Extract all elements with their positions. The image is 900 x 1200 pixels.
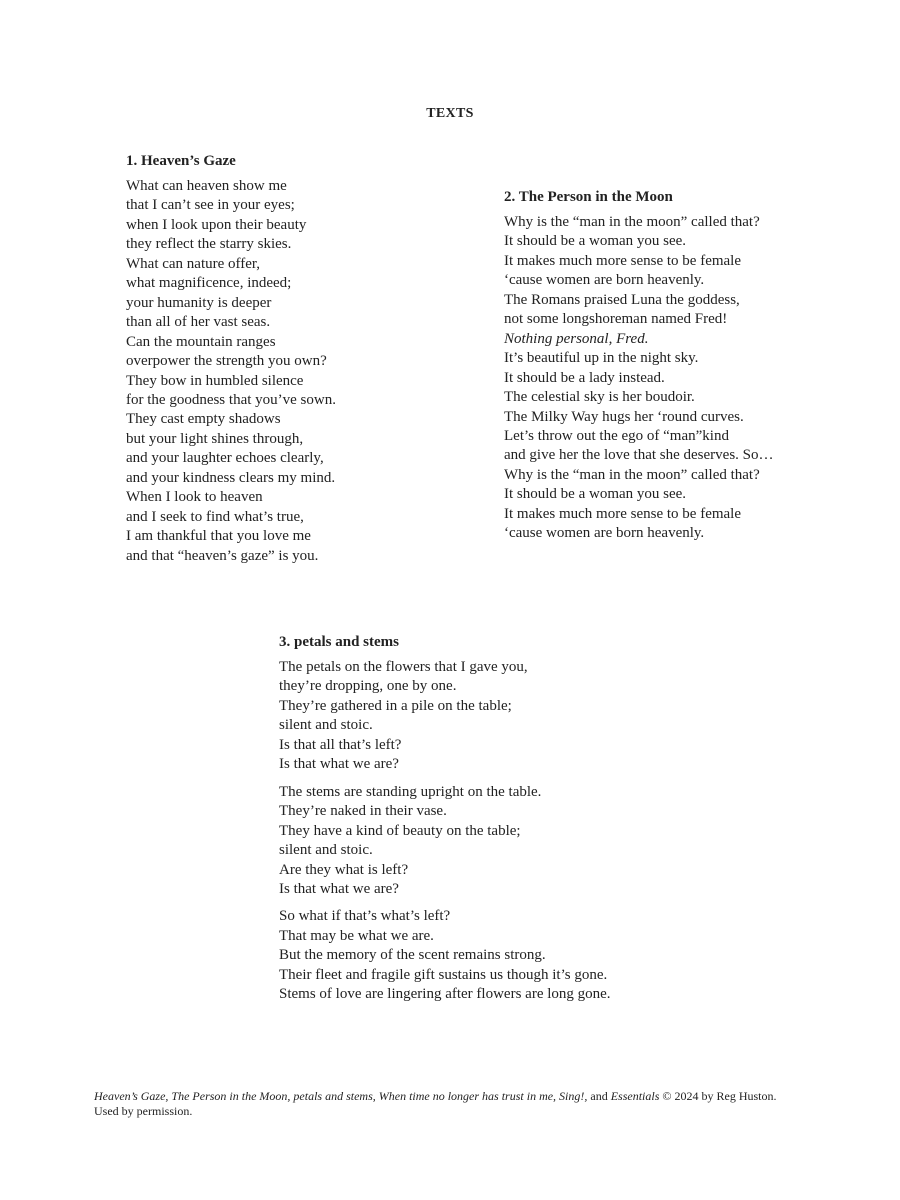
poem-line: It makes much more sense to be female — [504, 252, 741, 269]
poem-line: They bow in humbled silence — [126, 372, 304, 389]
poem-line: they reflect the starry skies. — [126, 236, 292, 253]
poem-body — [126, 177, 336, 566]
poem-line: I am thankful that you love me — [126, 528, 311, 545]
footer-copyright: © 2024 by Reg Huston. — [659, 1089, 777, 1103]
poem-line: and that “heaven’s gaze” is you. — [126, 547, 319, 564]
poem-title: 3. petals and stems — [279, 634, 400, 650]
stanza — [126, 177, 336, 566]
poem-line: than all of her vast seas. — [126, 314, 271, 331]
poem-line: silent and stoic. — [279, 717, 373, 734]
poem-line: Can the mountain ranges — [126, 333, 276, 350]
poem-line: and your kindness clears my mind. — [126, 469, 336, 486]
poem-line: They have a kind of beauty on the table; — [279, 822, 521, 839]
poem-line: They cast empty shadows — [126, 411, 281, 428]
poem-line: When I look to heaven — [126, 489, 263, 506]
poem-line: they’re dropping, one by one. — [279, 678, 457, 695]
poem-line: What can nature offer, — [126, 255, 261, 272]
poem-title: 1. Heaven’s Gaze — [126, 153, 236, 169]
poem-line: your humanity is deeper — [126, 294, 272, 311]
poem-petals-and-stems — [279, 632, 611, 1013]
poem-line: But the memory of the scent remains strong. — [279, 947, 546, 964]
poem-person-in-the-moon — [504, 187, 774, 552]
poem-line: silent and stoic. — [279, 842, 373, 859]
poem-line: Nothing personal, Fred. — [504, 330, 649, 347]
poem-line: It should be a woman you see. — [504, 233, 687, 250]
poem-line: for the goodness that you’ve sown. — [126, 391, 336, 408]
poem-line: what magnificence, indeed; — [126, 275, 292, 292]
poem-line: that I can’t see in your eyes; — [126, 197, 295, 214]
poem-line: Is that what we are? — [279, 756, 399, 773]
poem-line: not some longshoreman named Fred! — [504, 311, 728, 328]
copyright-line — [94, 1089, 834, 1104]
poem-line: It’s beautiful up in the night sky. — [504, 350, 699, 367]
copyright-footer — [94, 1089, 834, 1119]
poem-line: Why is the “man in the moon” called that? — [504, 466, 760, 483]
poem-line: The stems are standing upright on the table. — [279, 783, 542, 800]
poem-line: and your laughter echoes clearly, — [126, 450, 324, 467]
poem-line: Why is the “man in the moon” called that? — [504, 214, 760, 230]
poem-line: The celestial sky is her boudoir. — [504, 389, 695, 406]
stanza — [279, 783, 611, 900]
poem-line: The petals on the flowers that I gave you, — [279, 659, 528, 675]
poem-line: ‘cause women are born heavenly. — [504, 525, 705, 542]
poem-line: It makes much more sense to be female — [504, 505, 741, 522]
poem-line: They’re gathered in a pile on the table; — [279, 697, 512, 714]
poem-line: but your light shines through, — [126, 430, 304, 447]
poem-line: when I look upon their beauty — [126, 216, 307, 233]
poem-line: ‘cause women are born heavenly. — [504, 272, 705, 289]
poem-line: Is that all that’s left? — [279, 736, 402, 753]
poem-line: Let’s throw out the ego of “man”kind — [504, 427, 729, 444]
poem-line: What can heaven show me — [126, 178, 287, 194]
poem-line: That may be what we are. — [279, 927, 434, 944]
poem-line: Are they what is left? — [279, 861, 409, 878]
poem-line: So what if that’s what’s left? — [279, 908, 451, 925]
poem-line: and I seek to find what’s true, — [126, 508, 304, 525]
footer-titles: Heaven’s Gaze, The Person in the Moon, petals and stems, When time no longer has trust in me, Sing!, — [94, 1089, 588, 1103]
poem-line: The Milky Way hugs her ‘round curves. — [504, 408, 744, 425]
poem-line: It should be a lady instead. — [504, 369, 665, 386]
poem-heavens-gaze — [126, 151, 336, 574]
permission-line: Used by permission. — [94, 1104, 193, 1118]
poem-line: It should be a woman you see. — [504, 486, 687, 503]
poem-body — [504, 213, 774, 544]
poem-line: The Romans praised Luna the goddess, — [504, 291, 740, 308]
stanza — [279, 658, 611, 775]
footer-last-title: Essentials — [610, 1089, 660, 1103]
poem-line: They’re naked in their vase. — [279, 803, 447, 820]
poem-body — [279, 658, 611, 1005]
poem-line: overpower the strength you own? — [126, 353, 327, 370]
footer-and: and — [587, 1089, 611, 1103]
poem-line: Is that what we are? — [279, 880, 399, 897]
poem-line: Stems of love are lingering after flowers are long gone. — [279, 986, 611, 1003]
poem-line: and give her the love that she deserves. So… — [504, 447, 774, 464]
stanza — [504, 213, 774, 544]
poem-line: Their fleet and fragile gift sustains us though it’s gone. — [279, 966, 608, 983]
poem-title: 2. The Person in the Moon — [504, 189, 673, 205]
stanza — [279, 907, 611, 1004]
page-title: TEXTS — [426, 106, 474, 121]
